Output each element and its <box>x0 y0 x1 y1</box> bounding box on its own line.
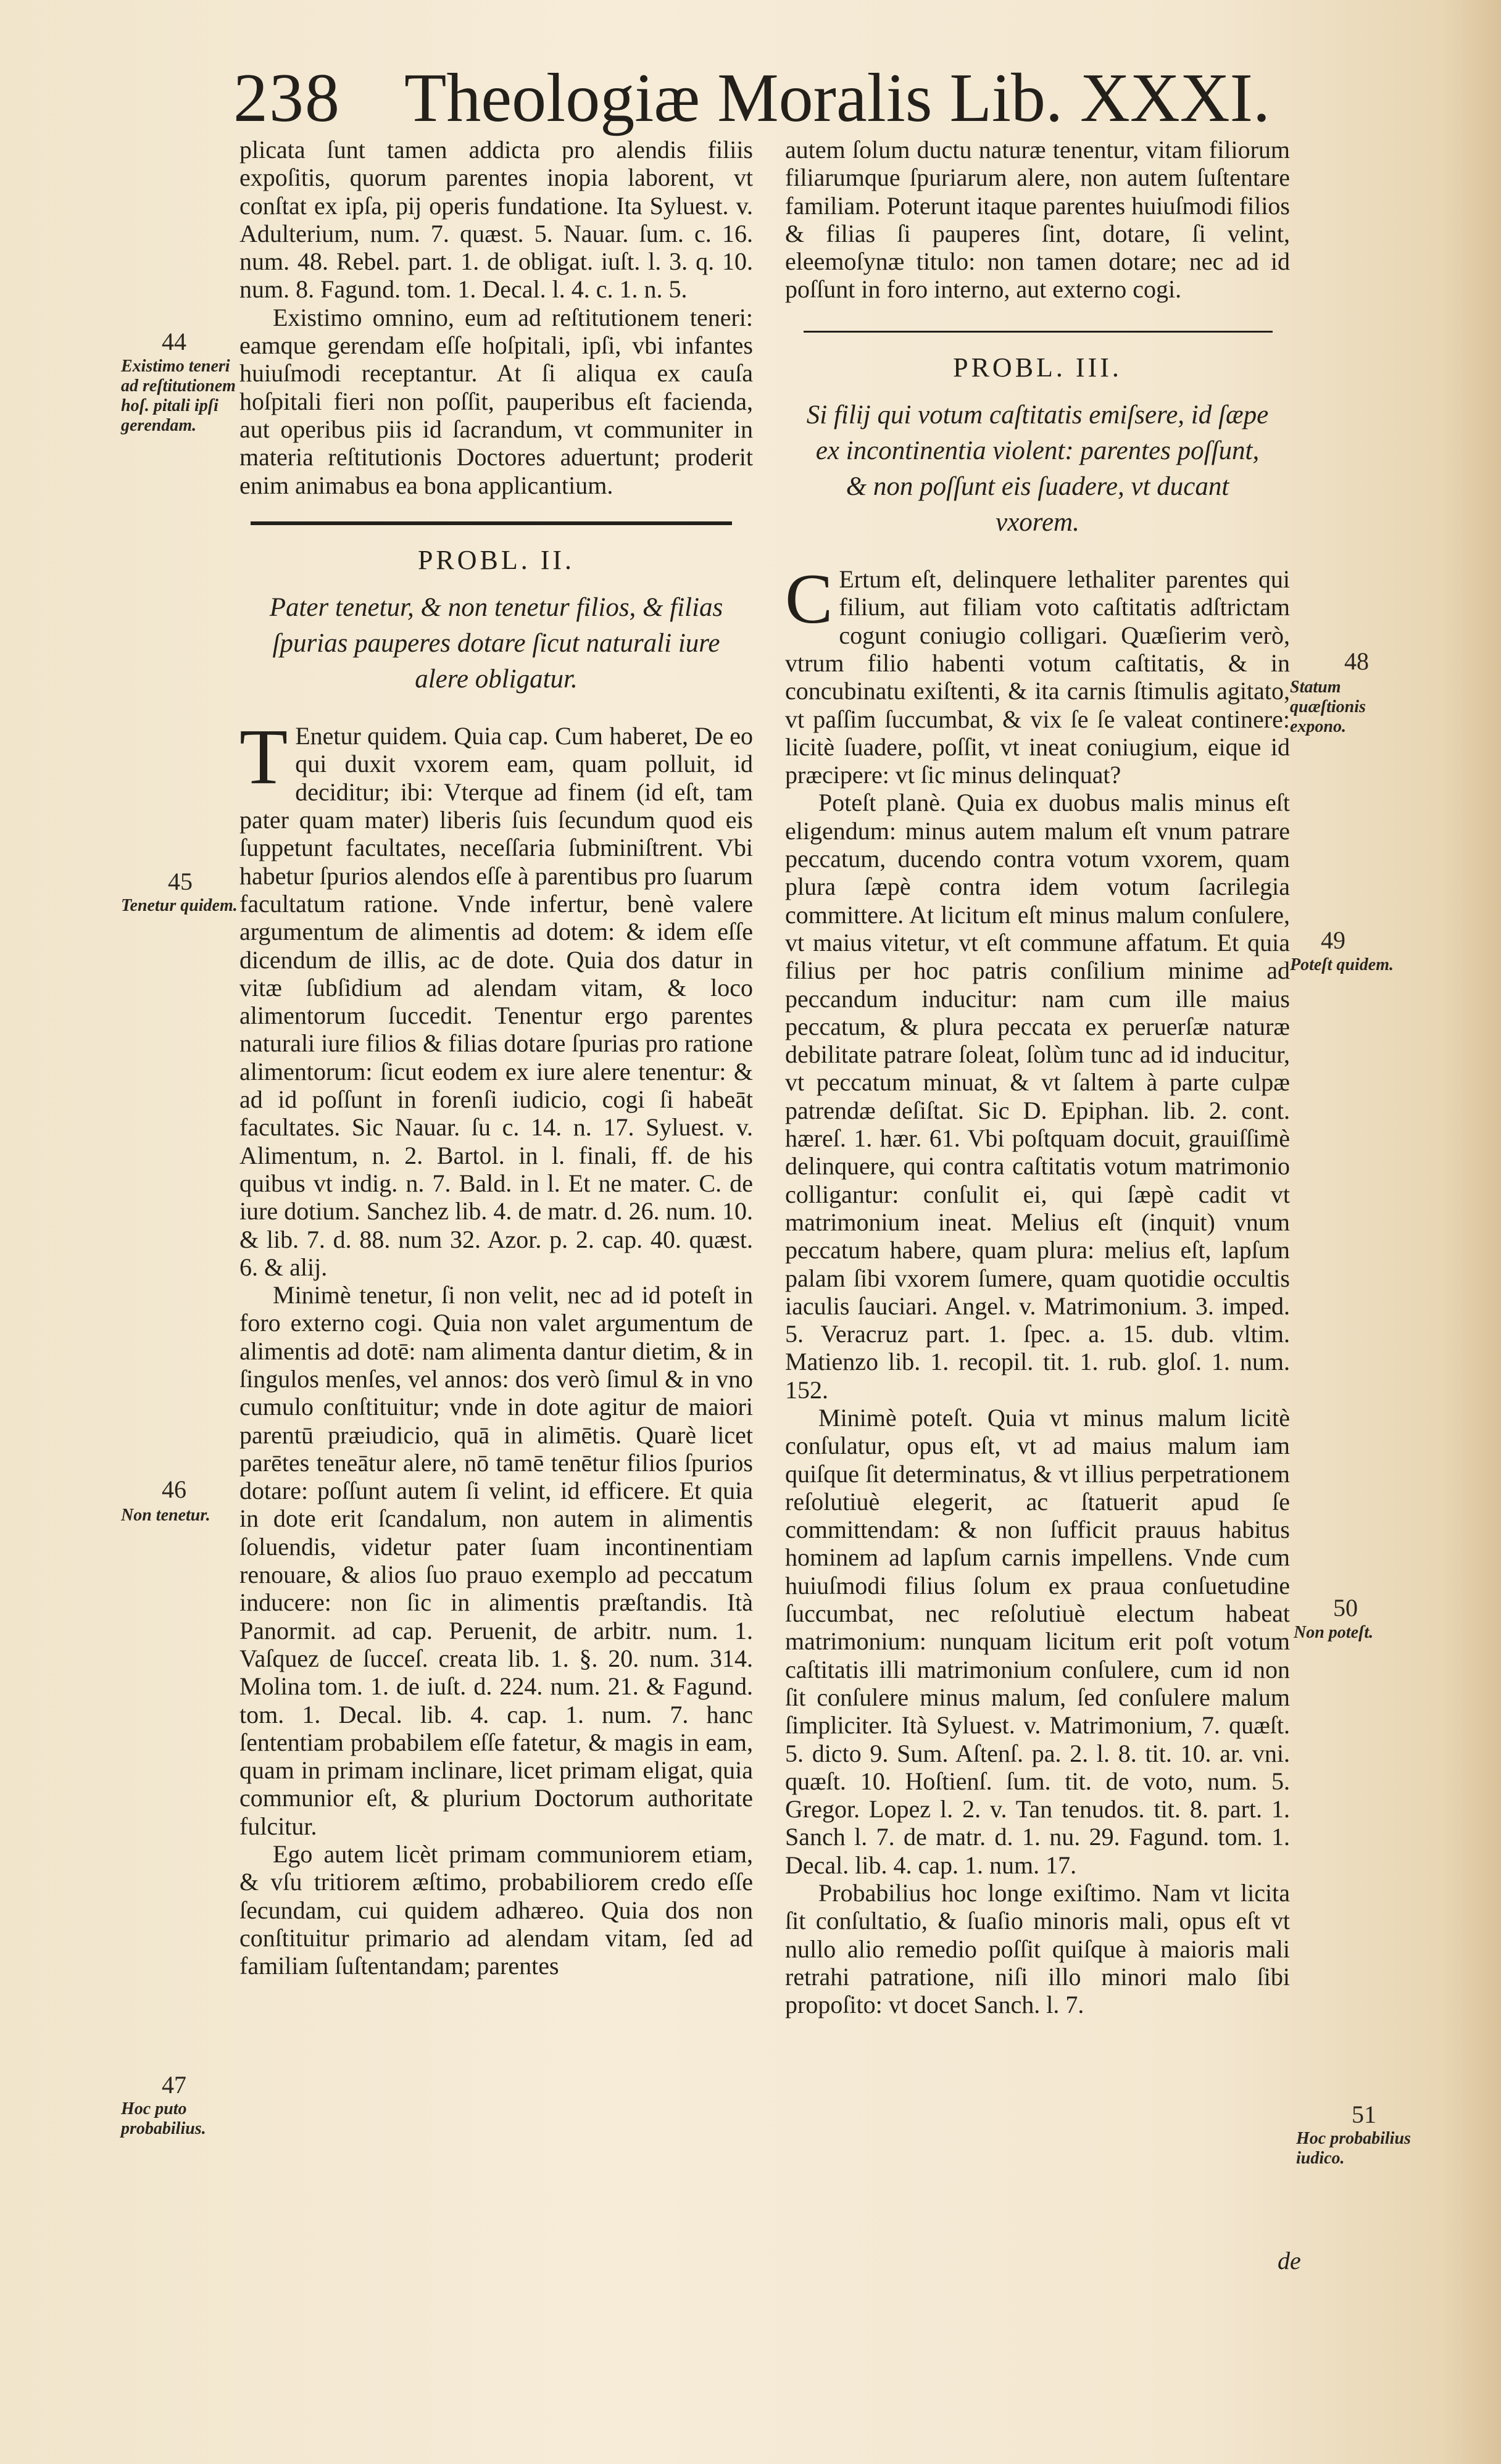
paragraph-48-text: Ertum eſt, delinquere lethaliter parentes qui filium, aut filiam voto caſtitatis adſtrictam cogunt coniugio colligari. Quæſierim verò, vtrum filio habenti votum caſtitatis, & in concubinatu exiſtenti, & ita carnis ſtimulis agitato, vt paſſim ſuccumbat, & vix ſe ſe valeat continere: licitè ſuadere, poſſit, vt ineat coniugium, eique id præcipere: vt ſic minus delinquat? <box>785 565 1290 789</box>
right-column <box>785 136 1290 2019</box>
paragraph-49: Poteſt planè. Quia ex duobus malis minus eſt eligendum: minus autem malum eſt vnum patrare peccatum, ducendo contra votum vxorem, quam plura ſæpè contra idem votum ſacrilegia committere. At licitum eſt minus malum conſulere, vt maius vitetur, vt eſt commune affatum. Et quia filius per hoc patris conſilium minime ad peccandum inducitur: nam cum ille maius peccatum, & plura peccata ex peruerſæ naturæ debilitate patrare ſoleat, ſolùm tunc ad id inducitur, vt peccatum minuat, & vt ſaltem à parte culpæ patrendæ deſiſtat. Sic D. Epiphan. lib. 2. cont. hæreſ. 1. hær. 61. Vbi poſtquam docuit, grauiſſimè delinquere, qui contra caſtitatis votum matrimonio colligantur: conſulit ei, qui ſæpè cadit vt matrimonium ineat. Melius eſt (inquit) vnum peccatum habere, quam plura: melius eſt, lapſum palam ſibi vxorem ſumere, quam quotidie occultis iaculis ſauciari. Angel. v. Matrimonium. 3. imped. 5. Veracruz part. 1. ſpec. a. 15. dub. vltim. Matienzo lib. 1. recopil. tit. 1. rub. gloſ. 1. num. 152. <box>785 789 1290 1404</box>
catchword: de <box>1278 2247 1301 2275</box>
paragraph-continued: plicata ſunt tamen addicta pro alendis filiis expoſitis, quorum parentes inopia laborent, vt conſtat ex ipſa, pij operis fundatione. Ita Syluest. v. Adulterium, num. 7. quæst. 5. Nauar. ſum. c. 16. num. 48. Rebel. part. 1. de obligat. iuſt. l. 3. q. 10. num. 8. Fagund. tom. 1. Decal. l. 4. c. 1. n. 5. <box>239 136 753 304</box>
marginal-note: Hoc probabilius iudico. <box>1296 2129 1411 2168</box>
marginal-note: Non poteſt. <box>1294 1623 1374 1642</box>
marginal-note: Poteſt quidem. <box>1290 955 1394 974</box>
paragraph-47: Ego autem licèt primam communiorem etiam, & vſu tritiorem æſtimo, probabiliorem credo eſſe ſecundam, cui quidem adhæreo. Quia dos non conſtituitur primario ad alendam vitam, ſed ad familiam ſuſtentandam; parentes <box>239 1840 753 1980</box>
marginal-number: 51 <box>1352 2101 1376 2128</box>
paragraph-48 <box>785 560 1290 789</box>
paragraph-continued: autem ſolum ductu naturæ tenentur, vitam filiorum filiarumque ſpuriarum alere, non autem ſuſtentare familiam. Poterunt itaque parentes huiuſmodi filios & filias ſi pauperes ſint, dotare, ſi velint, eleemoſynæ titulo: non tamen dotare; nec ad id poſſunt in foro interno, aut externo cogi. <box>785 136 1290 304</box>
marginal-note: Non tenetur. <box>121 1506 210 1525</box>
marginal-number: 46 <box>162 1475 186 1503</box>
marginal-note: Statum quæſtionis expono. <box>1290 678 1366 736</box>
problem-heading: PROBL. III. <box>953 352 1122 383</box>
marginal-number: 48 <box>1344 647 1369 675</box>
problem-subtitle: Pater tenetur, & non tenetur filios, & filias ſpurias pauperes dotare ſicut naturali iure alere obligatur. <box>269 593 723 694</box>
marginal-note: Existimo teneri ad reſtitutionem hoſ. pitali ipſi gerendam. <box>121 357 236 435</box>
paragraph-51: Probabilius hoc longe exiſtimo. Nam vt licita ſit conſultatio, & ſuaſio minoris mali, opus eſt vt nullo alio remedio poſſit quiſque à maioris mali retrahi patratione, niſi illo minori malo ſibi propoſito: vt docet Sanch. l. 7. <box>785 1879 1290 2019</box>
marginal-number: 50 <box>1333 1594 1358 1622</box>
marginal-note: Hoc puto probabilius. <box>121 2099 206 2138</box>
marginal-note: Tenetur quidem. <box>121 896 238 915</box>
paragraph-50: Minimè poteſt. Quia vt minus malum licitè conſulatur, opus eſt, vt ad maius malum iam quiſque ſit determinatus, & vt illius perpetrationem reſolutiuè elegerit, ac ſtatuerit apud ſe committendam: & non ſufficit prauus habitus hominem ad lapſum carnis impellens. Vnde cum huiuſmodi filius ſolum ex praua conſuetudine ſuccumbat, nec reſolutiuè electum habeat matrimonium: nunquam licitum erit poſt votum caſtitatis illi matrimonium conſulere, cum id non ſit conſulere minus malum, ſed conſulere malum ſimpliciter. Ità Syluest. v. Matrimonium, 7. quæſt. 5. dicto 9. Sum. Aſtenſ. pa. 2. l. 8. tit. 10. ar. vni. quæſt. 10. Hoſtienſ. ſum. tit. de voto, num. 5. Gregor. Lopez l. 2. v. Tan tenudos. tit. 8. part. 1. Sanch l. 7. de matr. d. 1. nu. 29. Fagund. tom. 1. Decal. lib. 4. cap. 1. num. 17. <box>785 1403 1290 1879</box>
paragraph-46: Minimè tenetur, ſi non velit, nec ad id poteſt in foro externo cogi. Quia non valet argumentum de alimentis ad dotē: nam alimenta dantur dietim, & in ſingulos menſes, vel annos: dos verò ſimul & in vno cumulo conſtituitur; vnde in dote agitur de maiori parentū præiudicio, quā in alimētis. Quarè licet parētes teneātur alere, nō tamē tenētur filios ſpurios dotare: poſſunt autem ſi velint, id efficere. Et quia in dote erit ſcandalum, non autem in alimentis ſoluendis, videtur pater ſuam incontinentiam renouare, & alios ſuo prauo exemplo ad peccatum inducere: non ſic in alimentis præſtandis. Ità Panormit. ad cap. Peruenit, de arbitr. num. 1. Vaſquez de ſucceſ. creata lib. 1. §. 20. num. 314. Molina tom. 1. de iuſt. d. 224. num. 21. & Fagund. tom. 1. Decal. lib. 4. cap. 1. num. 7. hanc ſententiam probabilem eſſe fatetur, & magis in eam, quam in primam inclinare, licet primam eligat, quia communior eſt, & plurium Doctorum authoritate fulcitur. <box>239 1281 753 1840</box>
section-rule <box>251 521 732 525</box>
drop-cap: T <box>239 713 288 801</box>
drop-cap: C <box>785 560 833 639</box>
marginal-number: 45 <box>168 868 193 895</box>
marginal-number: 44 <box>162 328 186 355</box>
problem-heading: PROBL. II. <box>417 544 575 575</box>
page-number: 238 <box>233 60 341 136</box>
running-title: Theologiæ Moralis Lib. XXXI. <box>404 60 1270 136</box>
marginal-number: 49 <box>1321 926 1345 954</box>
paragraph-45-text: Enetur quidem. Quia cap. Cum haberet, De eo qui duxit vxorem eam, quam polluit, id deciditur; ibi: Vterque ad finem (id eſt, tam pater quam mater) liberis ſuis ſecundum quod eis ſuppetunt facultates, neceſſaria ſubminiſtrent. Vbi habetur ſpurios alendos eſſe à parentibus pro ſuarum facultatum ratione. Vnde infertur, benè valere argumentum de alimentis ad dotem: & idem eſſe dicendum de illis, ac de dote. Quia dos datur in vitæ ſubſidium ad alendam vitam, & loco alimentorum ſuccedit. Tenentur ergo parentes naturali iure filios & filias dotare ſpurias pro ratione alimentorum: ſicut eodem ex iure alere tenentur: & ad id poſſunt in forenſi iudicio, cogi ſi habeāt facultates. Sic Nauar. ſu c. 14. n. 17. Syluest. v. Alimentum, n. 2. Bartol. in l. finali, ff. de his quibus vt indig. n. 7. Bald. in l. Et ne mater. C. de iure dotium. Sanchez lib. 4. de matr. d. 26. num. 10. & lib. 7. d. 88. num 32. Azor. p. 2. cap. 40. quæst. 6. & alij. <box>239 722 753 1281</box>
marginal-number: 47 <box>162 2071 186 2099</box>
page-header <box>0 59 1501 139</box>
paragraph-44: Existimo omnino, eum ad reſtitutionem teneri: eamque gerendam eſſe hoſpitali, ipſi, vbi infantes huiuſmodi receptantur. At ſi aliqua ex cauſa hoſpitali fieri non poſſit, pauperibus eſt facienda, aut operibus piis id ſacrandum, vt communiter in materia reſtitutionis Doctores aduertunt; proderit enim animabus ea bona applicantium. <box>239 303 753 499</box>
problem-subtitle: Si filij qui votum caſtitatis emiſsere, id ſæpe ex incontinentia violent: parentes poſſunt, & non poſſunt eis ſuadere, vt ducant vxorem. <box>806 400 1269 537</box>
paragraph-45 <box>239 713 753 1281</box>
section-rule <box>804 331 1273 333</box>
left-column <box>239 136 753 1980</box>
